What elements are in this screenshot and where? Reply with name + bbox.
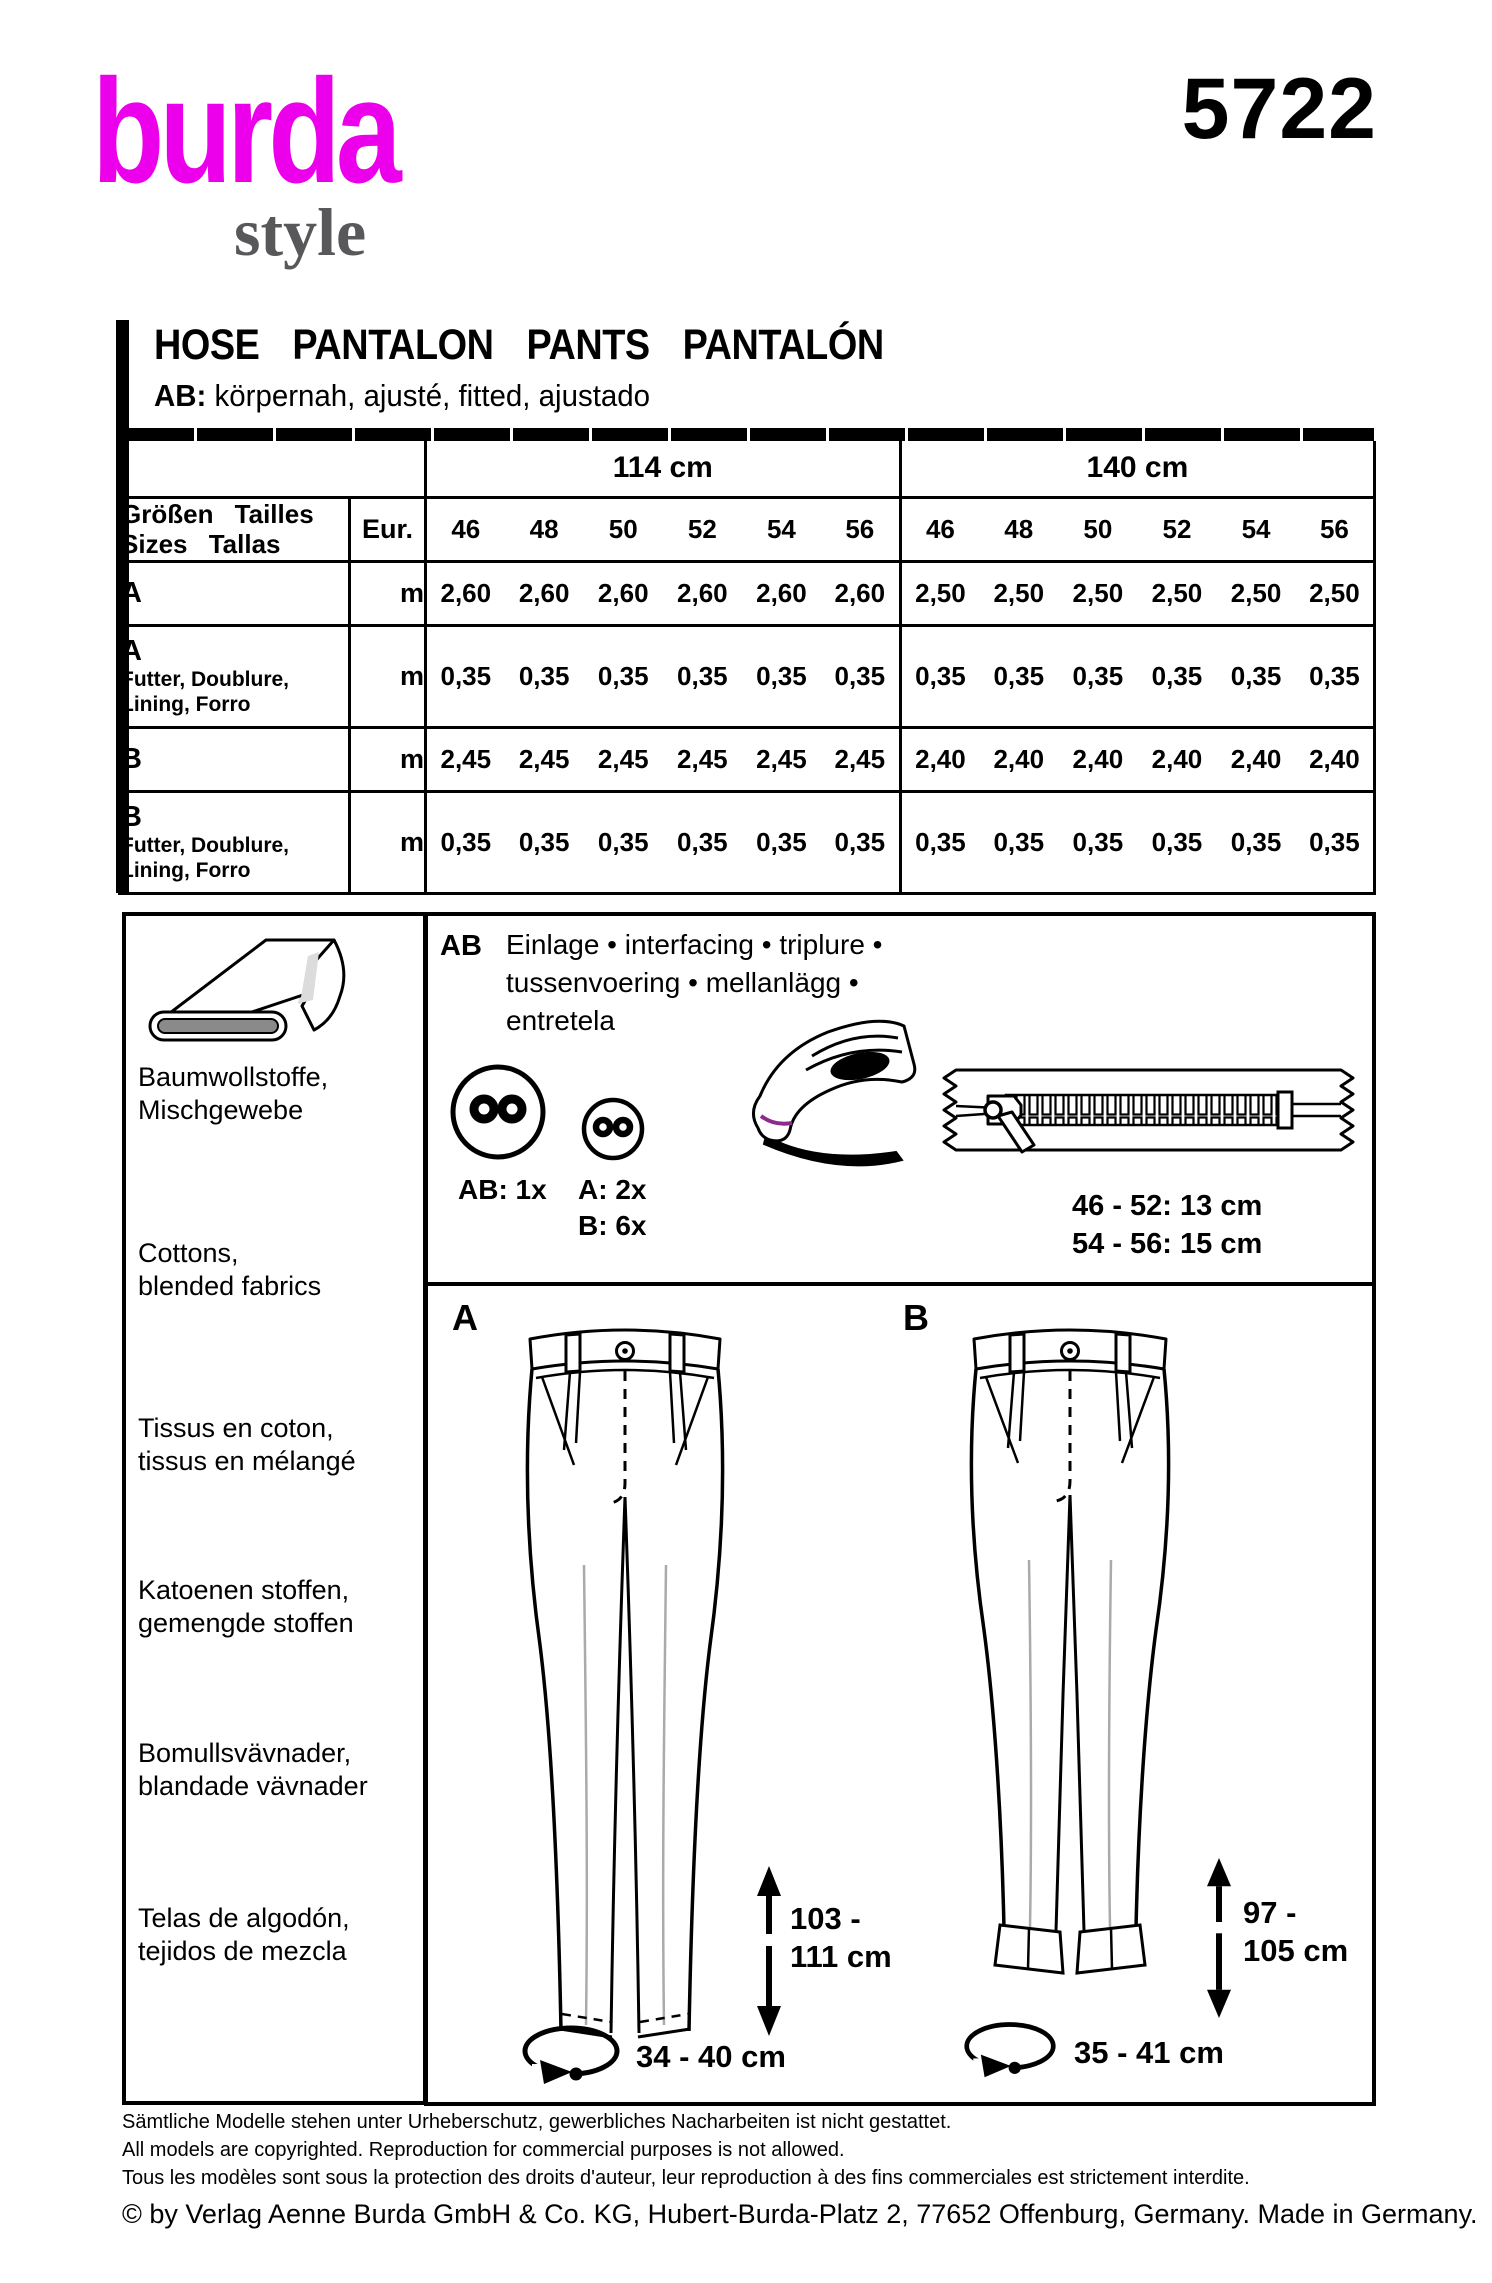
quantity-cell: 0,35 xyxy=(1058,625,1137,727)
row-label-cell xyxy=(120,625,350,727)
size-header-140-52: 52 xyxy=(1137,497,1216,561)
size-header-114-50: 50 xyxy=(584,497,663,561)
hem-girth-b-icon xyxy=(962,2020,1058,2078)
fabric-types-panel xyxy=(122,912,427,2105)
row-view-letter: A xyxy=(121,577,142,609)
table-header-sizes xyxy=(120,497,1375,561)
table-header-widths xyxy=(120,441,1375,497)
views-prefix: AB: xyxy=(154,378,207,413)
quantity-cell: 0,35 xyxy=(1137,625,1216,727)
fabric-row-B xyxy=(120,727,1375,791)
quantity-cell: 2,45 xyxy=(426,727,505,791)
quantity-cell: 0,35 xyxy=(663,625,742,727)
quantity-cell: 0,35 xyxy=(1217,791,1296,893)
sizes-label-line2: Sizes Tallas xyxy=(121,529,281,559)
length-measure-a-line1: 103 - xyxy=(790,1901,861,1936)
size-header-140-48: 48 xyxy=(979,497,1058,561)
quantity-cell: 0,35 xyxy=(1137,791,1216,893)
row-label-cell xyxy=(120,727,350,791)
quantity-cell: 0,35 xyxy=(1217,625,1296,727)
copyright-line-de: Sämtliche Modelle stehen unter Urheberschutz, gewerbliches Nacharbeiten ist nicht gestattet. xyxy=(122,2111,952,2133)
quantity-cell: 0,35 xyxy=(1058,791,1137,893)
quantity-cell: 0,35 xyxy=(584,791,663,893)
quantity-cell: 2,60 xyxy=(584,561,663,625)
fabric-type-item: Katoenen stoffen, gemengde stoffen xyxy=(138,1575,354,1638)
button-small-icon xyxy=(580,1096,646,1162)
copyright-line-fr: Tous les modèles sont sous la protection des droits d'auteur, leur reproduction à des fins commerciales est strictement interdite. xyxy=(122,2167,1250,2189)
pants-a-illustration xyxy=(500,1315,750,2043)
row-unit-cell: m xyxy=(350,791,426,893)
quantity-cell: 0,35 xyxy=(979,791,1058,893)
row-view-letter: B xyxy=(121,743,142,775)
fabric-type-item: Cottons, blended fabrics xyxy=(138,1238,322,1301)
button-small-count-b: B: 6x xyxy=(578,1210,647,1241)
hem-girth-a-icon xyxy=(520,2024,622,2084)
fabric-row-A xyxy=(120,561,1375,625)
fit-description: körpernah, ajusté, fitted, ajustado xyxy=(206,378,651,413)
button-large-count: AB: 1x xyxy=(458,1174,547,1205)
size-header-114-46: 46 xyxy=(426,497,505,561)
quantity-cell: 2,45 xyxy=(821,727,900,791)
quantity-cell: 0,35 xyxy=(505,791,584,893)
length-measure-b-line2: 105 cm xyxy=(1243,1933,1349,1968)
sizes-label-cell xyxy=(120,497,350,561)
size-header-114-54: 54 xyxy=(742,497,821,561)
length-arrow-a-icon xyxy=(756,1866,782,2036)
row-lining-label: Futter, Doublure, Lining, Forro xyxy=(121,834,289,882)
quantity-cell: 2,40 xyxy=(1137,727,1216,791)
quantity-cell: 0,35 xyxy=(505,625,584,727)
interfacing-line-3: entretela xyxy=(506,1005,615,1036)
fabric-type-item: Tissus en coton, tissus en mélangé xyxy=(138,1413,356,1476)
quantity-cell: 2,40 xyxy=(1058,727,1137,791)
view-b-label: B xyxy=(903,1297,929,1338)
copyright-line-publisher: © by Verlag Aenne Burda GmbH & Co. KG, Hubert-Burda-Platz 2, 77652 Offenburg, Germany. Made in Germany. xyxy=(122,2199,1478,2229)
fabric-quantity-table xyxy=(118,441,1376,895)
length-measure-b-line1: 97 - xyxy=(1243,1895,1297,1930)
quantity-cell: 2,50 xyxy=(1058,561,1137,625)
quantity-cell: 2,40 xyxy=(1217,727,1296,791)
fabric-type-item: Baumwollstoffe, Mischgewebe xyxy=(138,1062,329,1125)
quantity-cell: 0,35 xyxy=(821,791,900,893)
quantity-cell: 0,35 xyxy=(1296,625,1375,727)
length-arrow-b-icon xyxy=(1206,1858,1232,2018)
quantity-cell: 2,40 xyxy=(1296,727,1375,791)
quantity-cell: 2,50 xyxy=(1217,561,1296,625)
burda-style-logo: style xyxy=(234,194,367,270)
eur-label-cell: Eur. xyxy=(350,497,426,561)
fabric-type-item: Telas de algodón, tejidos de mezcla xyxy=(138,1903,350,1966)
quantity-cell: 0,35 xyxy=(900,791,979,893)
copyright-line-en: All models are copyrighted. Reproduction for commercial purposes is not allowed. xyxy=(122,2139,845,2161)
row-unit-cell: m xyxy=(350,727,426,791)
quantity-cell: 2,45 xyxy=(505,727,584,791)
garment-title: HOSE PANTALON PANTS PANTALÓN xyxy=(154,321,884,369)
table-top-tick-bar xyxy=(118,428,1374,441)
quantity-cell: 2,60 xyxy=(505,561,584,625)
size-header-140-56: 56 xyxy=(1296,497,1375,561)
quantity-cell: 0,35 xyxy=(426,791,505,893)
header-blank-cell xyxy=(120,441,426,497)
view-a-label: A xyxy=(452,1297,478,1338)
quantity-cell: 2,40 xyxy=(900,727,979,791)
row-label-cell xyxy=(120,791,350,893)
size-header-114-48: 48 xyxy=(505,497,584,561)
width-140-header: 140 cm xyxy=(900,441,1375,497)
quantity-cell: 0,35 xyxy=(663,791,742,893)
quantity-cell: 0,35 xyxy=(742,625,821,727)
row-view-letter: A xyxy=(121,635,142,667)
quantity-cell: 2,40 xyxy=(979,727,1058,791)
pants-b-illustration xyxy=(944,1315,1196,2003)
row-label-cell xyxy=(120,561,350,625)
iron-icon xyxy=(746,1012,924,1170)
hem-measure-b: 35 - 41 cm xyxy=(1074,2035,1224,2070)
quantity-cell: 0,35 xyxy=(821,625,900,727)
fabric-row-B-lining xyxy=(120,791,1375,893)
zipper-icon xyxy=(936,1056,1364,1164)
quantity-cell: 2,60 xyxy=(821,561,900,625)
quantity-cell: 0,35 xyxy=(426,625,505,727)
row-unit-cell: m xyxy=(350,625,426,727)
zipper-length-46-52: 46 - 52: 13 cm xyxy=(1072,1190,1263,1222)
zipper-length-54-56: 54 - 56: 15 cm xyxy=(1072,1228,1263,1260)
row-view-letter: B xyxy=(121,801,142,833)
garment-subtitle xyxy=(154,380,650,411)
quantity-cell: 2,60 xyxy=(663,561,742,625)
size-header-114-52: 52 xyxy=(663,497,742,561)
quantity-cell: 0,35 xyxy=(900,625,979,727)
quantity-cell: 0,35 xyxy=(979,625,1058,727)
quantity-cell: 2,50 xyxy=(900,561,979,625)
size-header-140-50: 50 xyxy=(1058,497,1137,561)
quantity-cell: 2,45 xyxy=(663,727,742,791)
row-unit-cell: m xyxy=(350,561,426,625)
interfacing-line-2: tussenvoering • mellanlägg • xyxy=(506,967,859,998)
burda-logo: burda xyxy=(92,49,397,214)
fabric-type-item: Bomullsvävnader, blandade vävnader xyxy=(138,1738,368,1801)
quantity-cell: 2,60 xyxy=(742,561,821,625)
pattern-number: 5722 xyxy=(1181,61,1377,157)
size-header-140-54: 54 xyxy=(1217,497,1296,561)
notions-views-label: AB xyxy=(440,930,482,962)
quantity-cell: 2,50 xyxy=(1137,561,1216,625)
length-measure-a-line2: 111 cm xyxy=(790,1939,892,1974)
interfacing-line-1: Einlage • interfacing • triplure • xyxy=(506,929,883,960)
quantity-cell: 2,60 xyxy=(426,561,505,625)
length-measure-b xyxy=(1243,1894,1348,1970)
fabric-row-A-lining xyxy=(120,625,1375,727)
hem-measure-a: 34 - 40 cm xyxy=(636,2039,786,2074)
quantity-cell: 2,45 xyxy=(742,727,821,791)
quantity-cell: 0,35 xyxy=(742,791,821,893)
button-large-icon xyxy=(448,1062,548,1162)
quantity-cell: 2,50 xyxy=(1296,561,1375,625)
length-measure-a xyxy=(790,1900,892,1976)
size-header-114-56: 56 xyxy=(821,497,900,561)
width-114-header: 114 cm xyxy=(426,441,901,497)
quantity-cell: 2,50 xyxy=(979,561,1058,625)
fabric-bolt-icon xyxy=(140,926,354,1046)
quantity-cell: 0,35 xyxy=(584,625,663,727)
sizes-label-line1: Größen Tailles xyxy=(121,499,314,529)
size-header-140-46: 46 xyxy=(900,497,979,561)
fabric-table-body xyxy=(120,441,1375,893)
row-lining-label: Futter, Doublure, Lining, Forro xyxy=(121,668,289,716)
quantity-cell: 2,45 xyxy=(584,727,663,791)
button-small-count-a: A: 2x xyxy=(578,1174,647,1205)
quantity-cell: 0,35 xyxy=(1296,791,1375,893)
